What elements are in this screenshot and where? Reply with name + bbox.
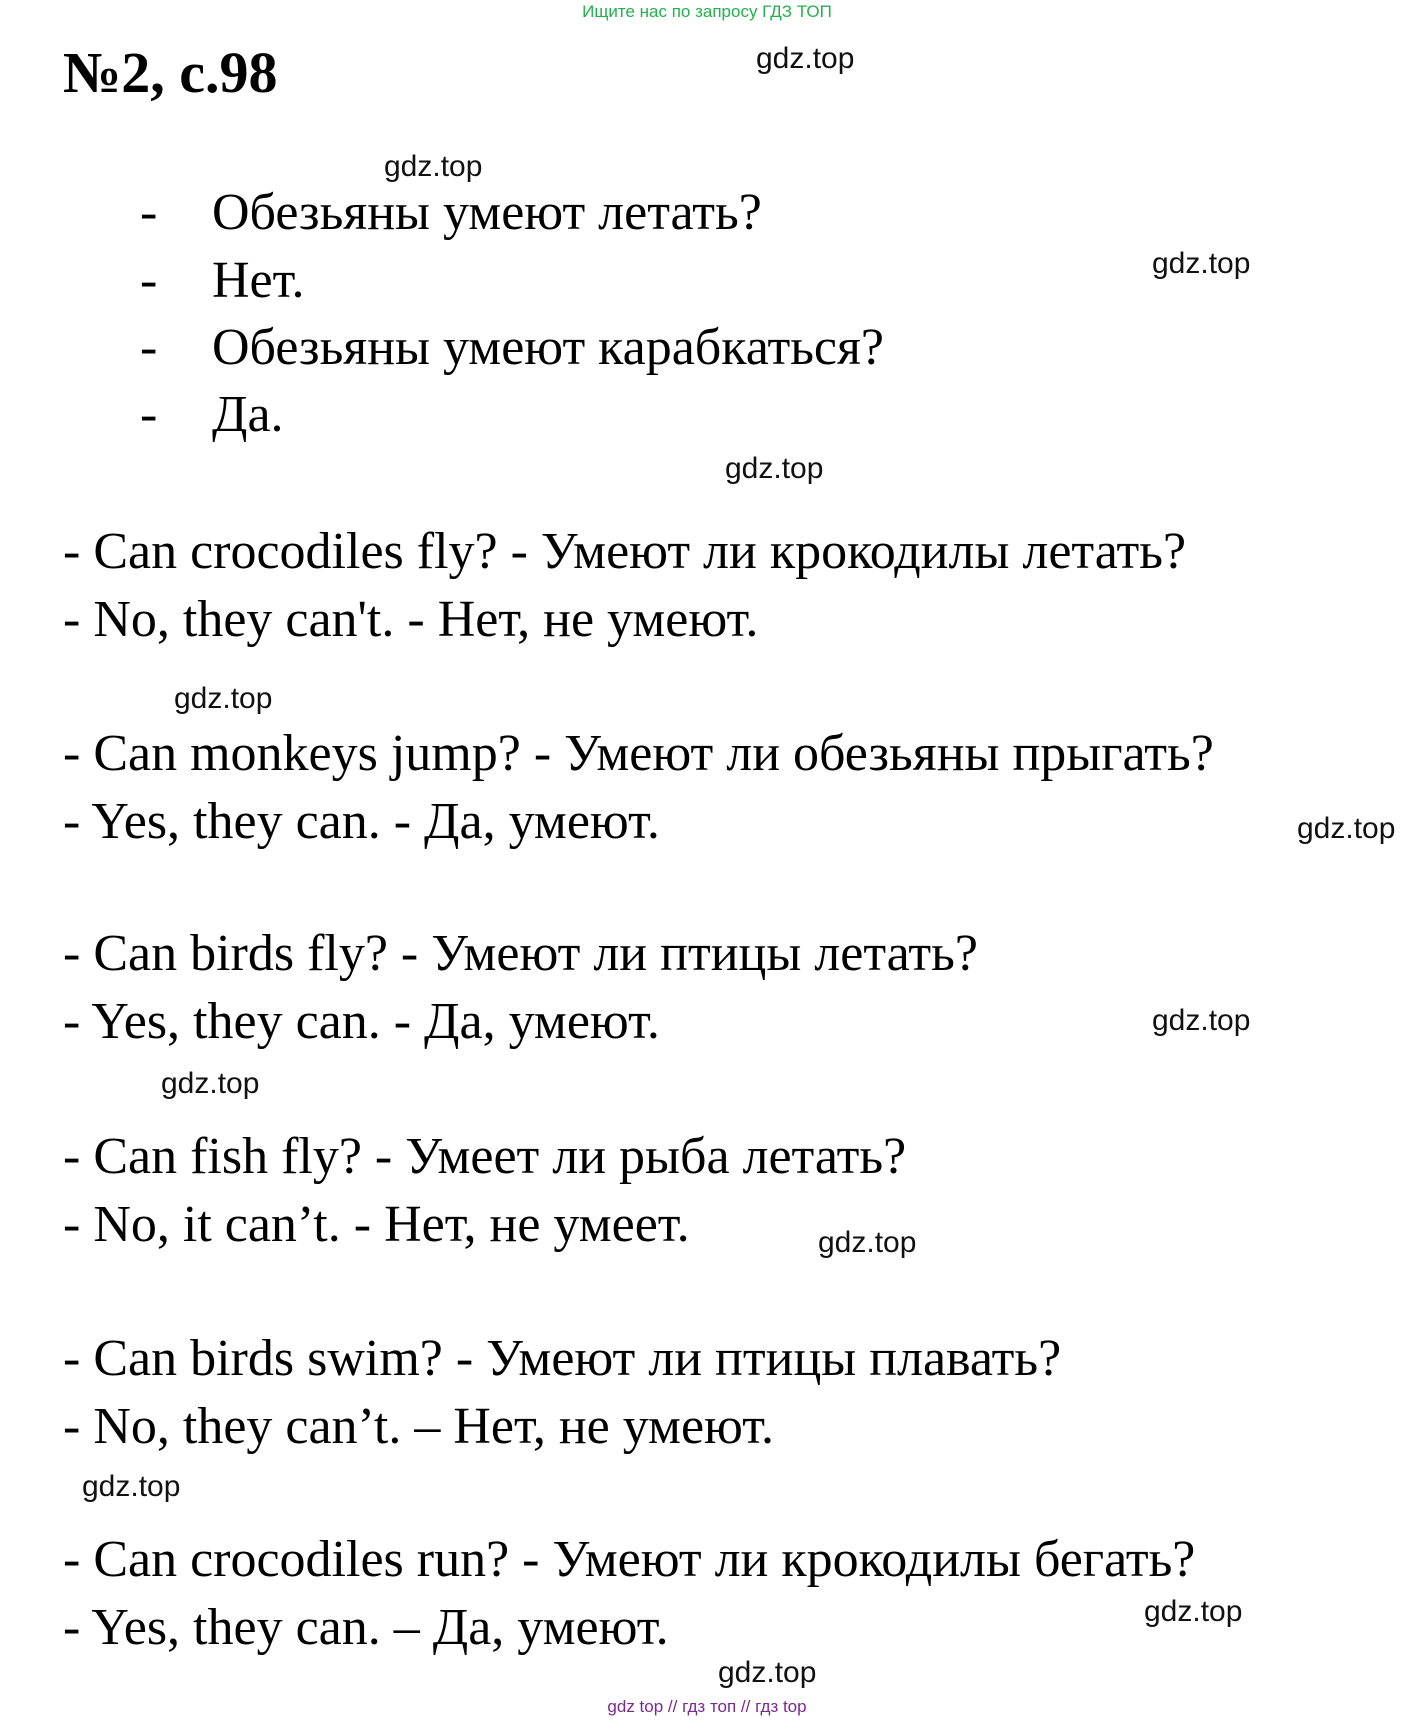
question-line: - Can birds fly? - Умеют ли птицы летать? [63,925,978,982]
dialogue-dash: - [140,319,158,376]
question-line: - Can crocodiles fly? - Умеют ли крокодилы летать? [63,523,1187,580]
watermark: gdz.top [1152,247,1251,280]
exercise-title: №2, с.98 [63,40,278,105]
answer-line: - No, it can’t. - Нет, не умеет. [63,1196,690,1253]
watermark: gdz.top [1144,1595,1243,1628]
dialogue-dash: - [140,184,158,241]
watermark: gdz.top [1297,812,1396,845]
watermark: gdz.top [756,42,855,75]
watermark: gdz.top [718,1656,817,1689]
question-line: - Can birds swim? - Умеют ли птицы плавать? [63,1330,1062,1387]
question-line: - Can crocodiles run? - Умеют ли крокодилы бегать? [63,1531,1196,1588]
watermark: gdz.top [818,1226,917,1259]
dialogue-dash: - [140,252,158,309]
watermark: gdz.top [82,1470,181,1503]
dialogue-dash: - [140,386,158,443]
answer-line: - Yes, they can. - Да, умеют. [63,793,660,850]
watermark: gdz.top [174,682,273,715]
answer-line: - No, they can’t. – Нет, не умеют. [63,1398,775,1455]
watermark: gdz.top [161,1067,260,1100]
top-banner: Ищите нас по запросу ГДЗ ТОП [582,2,832,21]
answer-line: - Yes, they can. - Да, умеют. [63,993,660,1050]
dialogue-line: Обезьяны умеют карабкаться? [212,319,884,376]
dialogue-line: Да. [212,386,284,443]
watermark: gdz.top [384,150,483,183]
watermark: gdz.top [725,452,824,485]
answer-line: - Yes, they can. – Да, умеют. [63,1599,669,1656]
question-line: - Can fish fly? - Умеет ли рыба летать? [63,1128,907,1185]
dialogue-line: Нет. [212,252,305,309]
answer-line: - No, they can't. - Нет, не умеют. [63,591,759,648]
watermark: gdz.top [1152,1004,1251,1037]
footer-note: gdz top // гдз топ // гдз top [607,1697,807,1716]
question-line: - Can monkeys jump? - Умеют ли обезьяны прыгать? [63,725,1214,782]
dialogue-line: Обезьяны умеют летать? [212,184,762,241]
